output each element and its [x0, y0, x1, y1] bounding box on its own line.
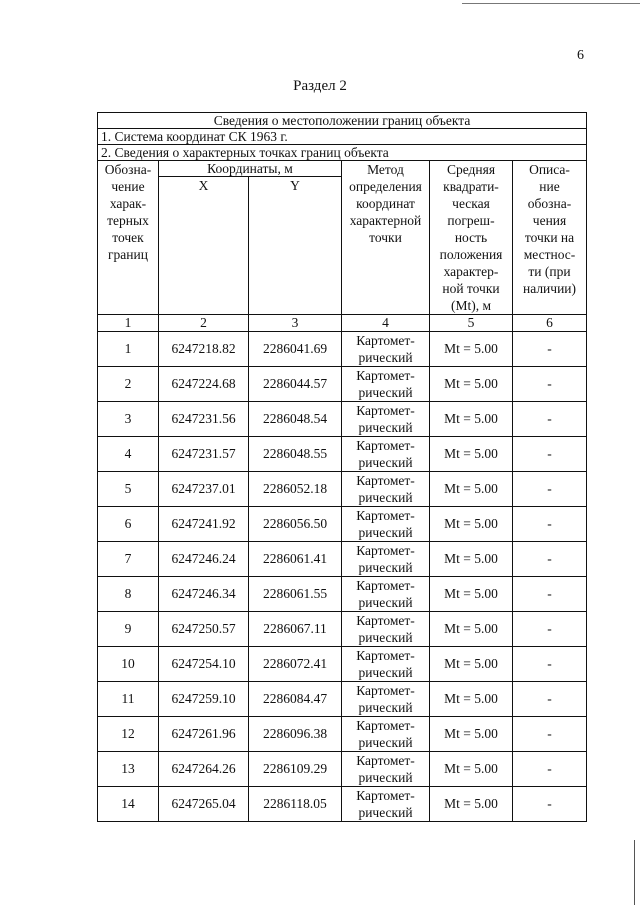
description-cell: -	[513, 577, 587, 612]
description-cell: -	[513, 367, 587, 402]
y-coordinate-cell: 2286052.18	[249, 472, 342, 507]
description-cell: -	[513, 437, 587, 472]
y-coordinate-cell: 2286067.11	[249, 612, 342, 647]
method-cell: Картомет- рический	[342, 542, 430, 577]
error-cell: Mt = 5.00	[430, 402, 513, 437]
error-cell: Mt = 5.00	[430, 332, 513, 367]
boundary-points-table	[97, 112, 587, 822]
point-number-cell: 11	[98, 682, 159, 717]
column-number: 2	[159, 315, 249, 332]
point-number-cell: 9	[98, 612, 159, 647]
y-coordinate-cell: 2286096.38	[249, 717, 342, 752]
error-cell: Mt = 5.00	[430, 577, 513, 612]
point-number-cell: 3	[98, 402, 159, 437]
method-cell: Картомет- рический	[342, 367, 430, 402]
description-cell: -	[513, 402, 587, 437]
point-number-cell: 10	[98, 647, 159, 682]
table-row	[98, 507, 587, 542]
y-coordinate-cell: 2286061.41	[249, 542, 342, 577]
x-coordinate-cell: 6247224.68	[159, 367, 249, 402]
point-number-cell: 13	[98, 752, 159, 787]
method-cell: Картомет- рический	[342, 682, 430, 717]
point-number-cell: 2	[98, 367, 159, 402]
table-row	[98, 647, 587, 682]
section-title: Раздел 2	[293, 78, 347, 94]
page-number: 6	[577, 48, 584, 63]
description-cell: -	[513, 787, 587, 822]
table-row	[98, 752, 587, 787]
x-coordinate-cell: 6247218.82	[159, 332, 249, 367]
x-coordinate-cell: 6247246.34	[159, 577, 249, 612]
error-cell: Mt = 5.00	[430, 682, 513, 717]
header-y: Y	[249, 177, 342, 315]
header-coordinates: Координаты, м	[159, 161, 342, 177]
table-row	[98, 682, 587, 717]
method-cell: Картомет- рический	[342, 612, 430, 647]
description-cell: -	[513, 332, 587, 367]
x-coordinate-cell: 6247265.04	[159, 787, 249, 822]
column-number: 1	[98, 315, 159, 332]
characteristic-points-line: 2. Сведения о характерных точках границ объекта	[98, 145, 587, 161]
table-row	[98, 437, 587, 472]
table-row	[98, 472, 587, 507]
y-coordinate-cell: 2286072.41	[249, 647, 342, 682]
error-cell: Mt = 5.00	[430, 472, 513, 507]
y-coordinate-cell: 2286084.47	[249, 682, 342, 717]
description-cell: -	[513, 472, 587, 507]
header-method: Метод определения координат характерной точки	[342, 161, 430, 315]
header-error: Средняя квадрати- ческая погреш- ность положения характер- ной точки (Mt), м	[430, 161, 513, 315]
x-coordinate-cell: 6247246.24	[159, 542, 249, 577]
description-cell: -	[513, 647, 587, 682]
table-row	[98, 577, 587, 612]
description-cell: -	[513, 717, 587, 752]
error-cell: Mt = 5.00	[430, 437, 513, 472]
x-coordinate-cell: 6247231.57	[159, 437, 249, 472]
right-edge-line	[634, 840, 635, 905]
x-coordinate-cell: 6247259.10	[159, 682, 249, 717]
header-designation: Обозна- чение харак- терных точек границ	[98, 161, 159, 315]
description-cell: -	[513, 752, 587, 787]
x-coordinate-cell: 6247264.26	[159, 752, 249, 787]
method-cell: Картомет- рический	[342, 787, 430, 822]
error-cell: Mt = 5.00	[430, 612, 513, 647]
column-number: 5	[430, 315, 513, 332]
top-edge-line	[462, 3, 640, 4]
x-coordinate-cell: 6247241.92	[159, 507, 249, 542]
method-cell: Картомет- рический	[342, 647, 430, 682]
x-coordinate-cell: 6247254.10	[159, 647, 249, 682]
description-cell: -	[513, 507, 587, 542]
table-title: Сведения о местоположении границ объекта	[98, 113, 587, 129]
column-number-row	[98, 315, 587, 332]
error-cell: Mt = 5.00	[430, 717, 513, 752]
method-cell: Картомет- рический	[342, 402, 430, 437]
point-number-cell: 5	[98, 472, 159, 507]
method-cell: Картомет- рический	[342, 472, 430, 507]
column-number: 4	[342, 315, 430, 332]
y-coordinate-cell: 2286044.57	[249, 367, 342, 402]
table-row	[98, 787, 587, 822]
table-row	[98, 332, 587, 367]
description-cell: -	[513, 682, 587, 717]
point-number-cell: 7	[98, 542, 159, 577]
description-cell: -	[513, 612, 587, 647]
y-coordinate-cell: 2286118.05	[249, 787, 342, 822]
x-coordinate-cell: 6247231.56	[159, 402, 249, 437]
coordinate-system-line: 1. Система координат СК 1963 г.	[98, 129, 587, 145]
y-coordinate-cell: 2286061.55	[249, 577, 342, 612]
table-row	[98, 612, 587, 647]
y-coordinate-cell: 2286048.55	[249, 437, 342, 472]
y-coordinate-cell: 2286109.29	[249, 752, 342, 787]
description-cell: -	[513, 542, 587, 577]
point-number-cell: 6	[98, 507, 159, 542]
table-row	[98, 402, 587, 437]
method-cell: Картомет- рический	[342, 752, 430, 787]
y-coordinate-cell: 2286048.54	[249, 402, 342, 437]
point-number-cell: 4	[98, 437, 159, 472]
y-coordinate-cell: 2286041.69	[249, 332, 342, 367]
error-cell: Mt = 5.00	[430, 647, 513, 682]
point-number-cell: 1	[98, 332, 159, 367]
method-cell: Картомет- рический	[342, 577, 430, 612]
x-coordinate-cell: 6247250.57	[159, 612, 249, 647]
table-row	[98, 542, 587, 577]
point-number-cell: 8	[98, 577, 159, 612]
method-cell: Картомет- рический	[342, 507, 430, 542]
table-row	[98, 367, 587, 402]
header-description: Описа- ние обозна- чения точки на местнос- ти (при наличии)	[513, 161, 587, 315]
x-coordinate-cell: 6247261.96	[159, 717, 249, 752]
point-number-cell: 12	[98, 717, 159, 752]
method-cell: Картомет- рический	[342, 717, 430, 752]
y-coordinate-cell: 2286056.50	[249, 507, 342, 542]
method-cell: Картомет- рический	[342, 332, 430, 367]
error-cell: Mt = 5.00	[430, 542, 513, 577]
column-number: 6	[513, 315, 587, 332]
header-x: X	[159, 177, 249, 315]
error-cell: Mt = 5.00	[430, 787, 513, 822]
error-cell: Mt = 5.00	[430, 367, 513, 402]
method-cell: Картомет- рический	[342, 437, 430, 472]
table-row	[98, 717, 587, 752]
error-cell: Mt = 5.00	[430, 752, 513, 787]
point-number-cell: 14	[98, 787, 159, 822]
column-number: 3	[249, 315, 342, 332]
x-coordinate-cell: 6247237.01	[159, 472, 249, 507]
error-cell: Mt = 5.00	[430, 507, 513, 542]
